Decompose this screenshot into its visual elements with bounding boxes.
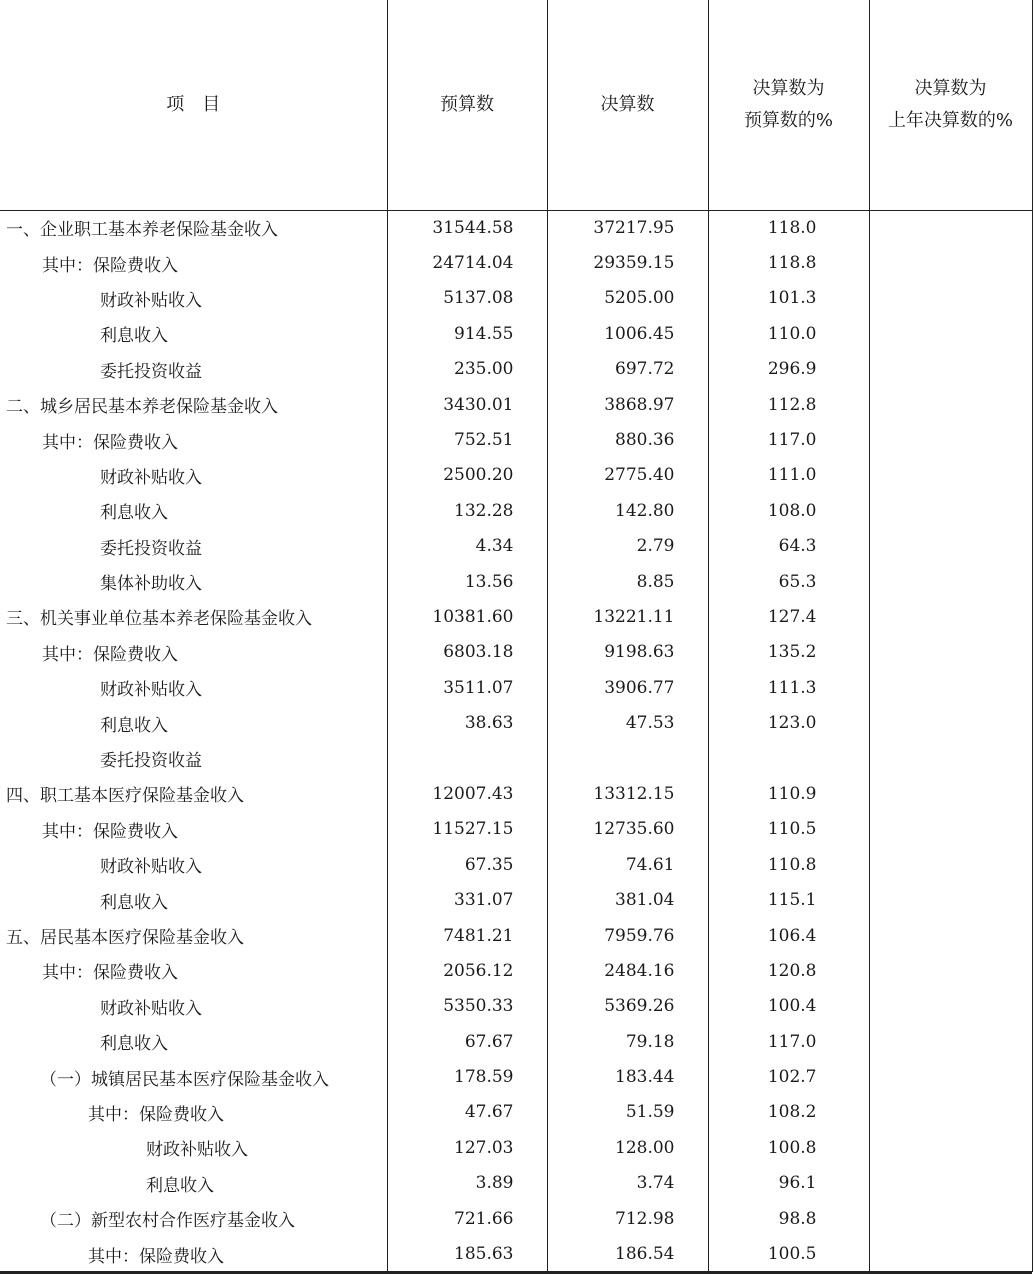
row-pct-of-prev-year [869, 1236, 1032, 1271]
row-final: 47.53 [547, 705, 708, 740]
row-label: 集体补助收入 [100, 574, 202, 595]
table-row [0, 387, 1032, 422]
row-budget: 10381.60 [387, 599, 547, 634]
row-pct-of-prev-year [869, 812, 1032, 847]
row-pct-of-prev-year [869, 1059, 1032, 1094]
row-final [547, 741, 708, 776]
header-final-text: 决算数 [600, 93, 655, 115]
row-budget: 4.34 [387, 529, 547, 564]
row-label: 委托投资收益 [100, 361, 202, 382]
table-row [0, 529, 1032, 564]
row-pct-of-prev-year [869, 316, 1032, 351]
row-final: 13221.11 [547, 599, 708, 634]
row-final: 79.18 [547, 1024, 708, 1059]
row-final: 712.98 [547, 1201, 708, 1236]
row-budget: 132.28 [387, 493, 547, 528]
row-final: 186.54 [547, 1236, 708, 1271]
row-label: 其中：保险费收入 [42, 821, 178, 842]
row-pct-of-prev-year [869, 776, 1032, 811]
row-final: 381.04 [547, 882, 708, 917]
row-final: 880.36 [547, 422, 708, 457]
row-pct-of-prev-year [869, 1095, 1032, 1130]
header-item-text: 项 目 [166, 93, 221, 115]
row-pct-of-budget: 296.9 [708, 352, 869, 387]
table-row [0, 847, 1032, 882]
row-label: 利息收入 [100, 326, 168, 347]
header-item [0, 0, 387, 210]
header-ratio-budget-line2: 预算数的% [743, 109, 834, 131]
table-row [0, 1130, 1032, 1165]
table-body [0, 210, 1032, 1272]
row-pct-of-prev-year [869, 882, 1032, 917]
row-pct-of-prev-year [869, 918, 1032, 953]
row-pct-of-budget: 110.8 [708, 847, 869, 882]
table-row [0, 316, 1032, 351]
row-label: 其中：保险费收入 [88, 1104, 224, 1125]
row-budget: 178.59 [387, 1059, 547, 1094]
row-label: 委托投资收益 [100, 538, 202, 559]
row-pct-of-budget: 98.8 [708, 1201, 869, 1236]
row-pct-of-prev-year [869, 493, 1032, 528]
row-label: 其中：保险费收入 [42, 644, 178, 665]
row-label: 一、企业职工基本养老保险基金收入 [6, 220, 278, 241]
row-pct-of-prev-year [869, 529, 1032, 564]
row-label: 其中：保险费收入 [42, 963, 178, 984]
header-budget [387, 0, 547, 210]
row-label: 财政补贴收入 [100, 857, 202, 878]
row-pct-of-budget: 115.1 [708, 882, 869, 917]
row-final: 142.80 [547, 493, 708, 528]
row-final: 5369.26 [547, 989, 708, 1024]
table-header [0, 0, 1032, 210]
row-label: 财政补贴收入 [100, 290, 202, 311]
row-budget: 235.00 [387, 352, 547, 387]
row-final: 3906.77 [547, 670, 708, 705]
row-pct-of-budget: 111.3 [708, 670, 869, 705]
row-pct-of-budget: 117.0 [708, 422, 869, 457]
row-pct-of-prev-year [869, 387, 1032, 422]
row-final: 128.00 [547, 1130, 708, 1165]
row-pct-of-budget: 100.5 [708, 1236, 869, 1271]
row-pct-of-prev-year [869, 989, 1032, 1024]
header-ratio-prev-line2: 上年决算数的% [887, 109, 1014, 131]
table-row [0, 635, 1032, 670]
row-pct-of-budget: 101.3 [708, 281, 869, 316]
row-label: （一）城镇居民基本医疗保险基金收入 [40, 1069, 329, 1090]
row-budget: 127.03 [387, 1130, 547, 1165]
row-pct-of-budget: 102.7 [708, 1059, 869, 1094]
row-pct-of-budget: 118.8 [708, 245, 869, 280]
row-budget: 13.56 [387, 564, 547, 599]
table-row [0, 245, 1032, 280]
row-pct-of-budget: 117.0 [708, 1024, 869, 1059]
row-label: 财政补贴收入 [146, 1140, 248, 1161]
row-label: 利息收入 [100, 1034, 168, 1055]
row-pct-of-prev-year [869, 245, 1032, 280]
row-budget: 31544.58 [387, 210, 547, 245]
row-pct-of-budget: 123.0 [708, 705, 869, 740]
row-pct-of-budget: 100.4 [708, 989, 869, 1024]
header-ratio-budget-line1: 决算数为 [752, 77, 825, 99]
row-final: 1006.45 [547, 316, 708, 351]
row-final: 37217.95 [547, 210, 708, 245]
row-pct-of-prev-year [869, 953, 1032, 988]
row-budget: 38.63 [387, 705, 547, 740]
row-pct-of-prev-year [869, 635, 1032, 670]
row-pct-of-budget [708, 741, 869, 776]
row-budget: 67.35 [387, 847, 547, 882]
row-label: 四、职工基本医疗保险基金收入 [6, 786, 244, 807]
row-final: 183.44 [547, 1059, 708, 1094]
row-pct-of-budget: 120.8 [708, 953, 869, 988]
row-budget: 3.89 [387, 1166, 547, 1201]
row-final: 8.85 [547, 564, 708, 599]
row-budget: 2500.20 [387, 458, 547, 493]
row-pct-of-budget: 127.4 [708, 599, 869, 634]
table-row [0, 1024, 1032, 1059]
row-pct-of-budget: 96.1 [708, 1166, 869, 1201]
row-budget: 67.67 [387, 1024, 547, 1059]
row-pct-of-budget: 65.3 [708, 564, 869, 599]
row-pct-of-prev-year [869, 847, 1032, 882]
row-pct-of-prev-year [869, 599, 1032, 634]
row-budget: 5137.08 [387, 281, 547, 316]
table-row [0, 741, 1032, 776]
row-pct-of-budget: 111.0 [708, 458, 869, 493]
row-label: 利息收入 [146, 1175, 214, 1196]
table-row [0, 812, 1032, 847]
row-final: 29359.15 [547, 245, 708, 280]
row-budget: 914.55 [387, 316, 547, 351]
row-label: 财政补贴收入 [100, 680, 202, 701]
row-pct-of-budget: 108.0 [708, 493, 869, 528]
row-pct-of-prev-year [869, 705, 1032, 740]
row-budget: 3430.01 [387, 387, 547, 422]
table-row [0, 1166, 1032, 1201]
table-row [0, 422, 1032, 457]
row-budget: 7481.21 [387, 918, 547, 953]
table-row [0, 776, 1032, 811]
row-final: 74.61 [547, 847, 708, 882]
row-pct-of-prev-year [869, 1201, 1032, 1236]
row-budget: 6803.18 [387, 635, 547, 670]
row-budget: 2056.12 [387, 953, 547, 988]
row-final: 12735.60 [547, 812, 708, 847]
table-row [0, 564, 1032, 599]
table-row [0, 705, 1032, 740]
header-ratio-prev-line1: 决算数为 [914, 77, 987, 99]
row-pct-of-budget: 110.0 [708, 316, 869, 351]
table-row [0, 458, 1032, 493]
header-budget-text: 预算数 [440, 93, 494, 115]
row-pct-of-budget: 112.8 [708, 387, 869, 422]
row-final: 3.74 [547, 1166, 708, 1201]
table-row [0, 352, 1032, 387]
table-row [0, 918, 1032, 953]
row-budget: 47.67 [387, 1095, 547, 1130]
row-final: 2775.40 [547, 458, 708, 493]
row-label: 二、城乡居民基本养老保险基金收入 [6, 397, 278, 418]
table-row [0, 882, 1032, 917]
row-final: 13312.15 [547, 776, 708, 811]
row-label: 利息收入 [100, 715, 168, 736]
row-final: 2484.16 [547, 953, 708, 988]
row-final: 9198.63 [547, 635, 708, 670]
row-pct-of-budget: 110.5 [708, 812, 869, 847]
row-pct-of-budget: 100.8 [708, 1130, 869, 1165]
row-label: 利息收入 [100, 503, 168, 524]
row-pct-of-budget: 108.2 [708, 1095, 869, 1130]
table-row [0, 1201, 1032, 1236]
header-ratio-budget [708, 0, 869, 210]
row-pct-of-budget: 106.4 [708, 918, 869, 953]
row-budget: 331.07 [387, 882, 547, 917]
row-pct-of-prev-year [869, 422, 1032, 457]
row-label: （二）新型农村合作医疗基金收入 [40, 1211, 295, 1232]
table-row [0, 210, 1032, 245]
table-row [0, 953, 1032, 988]
row-label: 其中：保险费收入 [42, 255, 178, 276]
table-row [0, 281, 1032, 316]
row-budget: 24714.04 [387, 245, 547, 280]
row-pct-of-prev-year [869, 1130, 1032, 1165]
row-pct-of-prev-year [869, 564, 1032, 599]
row-pct-of-prev-year [869, 458, 1032, 493]
header-ratio-prev [869, 0, 1032, 210]
table-row [0, 1095, 1032, 1130]
row-pct-of-prev-year [869, 210, 1032, 245]
row-budget: 721.66 [387, 1201, 547, 1236]
row-budget: 752.51 [387, 422, 547, 457]
row-final: 3868.97 [547, 387, 708, 422]
row-label: 利息收入 [100, 892, 168, 913]
row-final: 5205.00 [547, 281, 708, 316]
row-budget [387, 741, 547, 776]
row-label: 财政补贴收入 [100, 467, 202, 488]
table-row [0, 989, 1032, 1024]
row-label: 委托投资收益 [100, 751, 202, 772]
row-pct-of-prev-year [869, 352, 1032, 387]
row-pct-of-budget: 64.3 [708, 529, 869, 564]
row-label: 其中：保险费收入 [42, 432, 178, 453]
row-budget: 3511.07 [387, 670, 547, 705]
row-pct-of-budget: 135.2 [708, 635, 869, 670]
row-label: 三、机关事业单位基本养老保险基金收入 [6, 609, 312, 630]
row-label: 五、居民基本医疗保险基金收入 [6, 928, 244, 948]
row-pct-of-budget: 118.0 [708, 210, 869, 245]
row-label: 其中：保险费收入 [88, 1246, 224, 1267]
row-pct-of-prev-year [869, 670, 1032, 705]
table-row [0, 670, 1032, 705]
row-budget: 12007.43 [387, 776, 547, 811]
row-pct-of-prev-year [869, 1166, 1032, 1201]
row-budget: 185.63 [387, 1236, 547, 1271]
row-budget: 5350.33 [387, 989, 547, 1024]
row-pct-of-prev-year [869, 1024, 1032, 1059]
table-row [0, 599, 1032, 634]
table-row [0, 493, 1032, 528]
row-pct-of-prev-year [869, 281, 1032, 316]
row-label: 财政补贴收入 [100, 998, 202, 1019]
header-final [547, 0, 708, 210]
row-pct-of-budget: 110.9 [708, 776, 869, 811]
row-final: 7959.76 [547, 918, 708, 953]
row-final: 2.79 [547, 529, 708, 564]
row-budget: 11527.15 [387, 812, 547, 847]
row-pct-of-prev-year [869, 741, 1032, 776]
table-row [0, 1236, 1032, 1271]
table-row [0, 1059, 1032, 1094]
row-final: 51.59 [547, 1095, 708, 1130]
row-final: 697.72 [547, 352, 708, 387]
